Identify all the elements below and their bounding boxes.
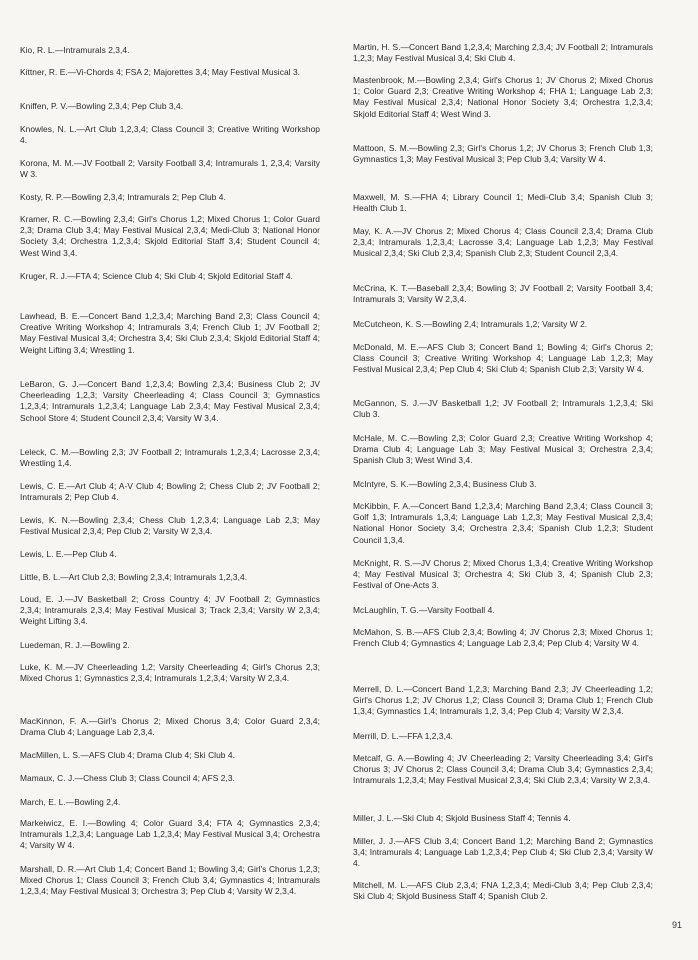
- activities-text: JV Cheerleading 1,2; Varsity Cheerleading 4; Girl's Chorus 2,3; Mixed Chorus 1; Gymnastics 2,3,4; Intramurals 1,2,3,4; Varsity W 2,3,4.: [20, 662, 320, 684]
- student-name: Lewis, L. E.: [20, 549, 64, 559]
- student-name: McDonald, M. E.: [353, 342, 419, 352]
- entry-dash: —: [74, 773, 84, 783]
- student-entry: [353, 75, 653, 120]
- activities-text: Bowling 2.: [90, 640, 130, 650]
- entry-dash: —: [64, 594, 74, 604]
- student-name: Miller, J. J.: [353, 836, 396, 846]
- student-name: McMahon, S. B.: [353, 627, 415, 637]
- student-name: Little, B. L.: [20, 572, 61, 582]
- student-entry: [20, 124, 320, 146]
- entry-dash: —: [82, 640, 91, 650]
- student-name: Kruger, R. J.: [20, 271, 68, 281]
- entry-dash: —: [410, 501, 419, 511]
- activities-text: Chess Club 3; Class Council 4; AFS 2,3.: [83, 773, 235, 783]
- activities-text: Bowling 2,3; JV Football 2; Intramurals 1,2,3,4; Lacrosse 2,3,4; Wrestling 1,4.: [20, 447, 320, 469]
- entry-dash: —: [418, 342, 427, 352]
- student-entry: [20, 481, 320, 503]
- student-entry: [353, 433, 653, 467]
- student-entry: [353, 319, 653, 330]
- entry-dash: —: [70, 515, 79, 525]
- entry-dash: —: [63, 549, 73, 559]
- entry-dash: —: [54, 45, 64, 55]
- student-entry: [353, 558, 653, 592]
- student-entry: [20, 864, 320, 898]
- student-entry: [20, 192, 320, 203]
- student-name: Mattoon, S. M.: [353, 143, 410, 153]
- student-name: Marshall, D. R.: [20, 864, 77, 874]
- activities-text: AFS Club 3,4; Concert Band 1,2; Marching Band 2; Gymnastics 3,4; Intramurals 4; Language Lab 1,2,3,4; Pep Club 4; Ski Club 2,3,4; Varsity W 4.: [353, 836, 654, 869]
- student-name: LeBaron, G. J.: [20, 379, 79, 389]
- entry-dash: —: [73, 158, 83, 168]
- entry-dash: —: [72, 214, 81, 224]
- student-entry: [353, 226, 653, 260]
- entry-dash: —: [418, 605, 428, 615]
- student-entry: [20, 214, 320, 259]
- student-entry: [353, 501, 653, 546]
- student-name: McKibbin, F. A.: [353, 501, 411, 511]
- activities-text: JV Chorus 2; Mixed Chorus 1,3,4; Creative Writing Workshop 4; May Festival Musical 3; Orchestra 4; Ski Club 3, 4; Spanish Club 2,3; Festival of One-Acts 3.: [353, 558, 653, 591]
- activities-text: AFS Club 2,3,4; FNA 1,2,3,4; Medi-Club 3,4; Pep Club 2,3,4; Ski Club 4; Skjold Business Staff 4; Spanish Club 2.: [353, 880, 653, 902]
- activities-text: AFS Club 4; Drama Club 4; Ski Club 4.: [88, 750, 235, 760]
- student-name: Loud, E. J.: [20, 594, 65, 604]
- activities-text: Intramurals 2,3,4.: [63, 45, 130, 55]
- student-name: McLaughlin, T. G.: [353, 605, 419, 615]
- student-entry: [20, 271, 320, 282]
- entry-dash: —: [419, 398, 428, 408]
- activities-text: Concert Band 1,2,3; Marching Band 2,3; JV Cheerleading 1,2; Girl's Chorus 1,2; JV Chorus 1,2; Class Council 3; Drama Club 1; French Club 1,3,4; Gymnastics 1,4; Intramurals 1,2, 3,4; Pep Club 4; Varsity W 2,3,4.: [353, 684, 653, 717]
- activities-text: Art Club 4; A-V Club 4; Bowling 2; Chess Club 2; JV Football 2; Intramurals 2; Pep Club 4.: [20, 481, 320, 503]
- entry-dash: —: [87, 818, 96, 828]
- student-entry: [353, 813, 653, 824]
- student-entry: [20, 45, 320, 56]
- student-entry: [353, 283, 653, 305]
- student-entry: [20, 311, 320, 356]
- activities-text: Concert Band 1,2,3,4; Marching 2,3,4; JV Football 2; Intramurals 1,2,3; May Festival Musical 3,4; Ski Club 4.: [353, 42, 654, 64]
- student-entry: [20, 797, 320, 808]
- activities-text: Concert Band 1,2,3,4; Marching Band 2,3,4; Class Council 3; Golf 1,3; Intramurals 1,3,4; Language Lab 1,2,3; May Festival Musical 2,3,4; National Honor Society 3,4; Orchestra 2,3,4; Spanish Club 1,2,3; Student Council 1,3,4.: [353, 501, 654, 545]
- student-entry: [20, 750, 320, 761]
- student-entry: [20, 594, 320, 628]
- entry-dash: —: [393, 813, 403, 823]
- student-name: Mastenbrook, M.: [353, 75, 417, 85]
- entry-dash: —: [398, 731, 408, 741]
- activities-text: JV Basketball 1,2; JV Football 2; Intramurals 1,2,3,4; Ski Club 3.: [353, 398, 653, 420]
- student-entry: [20, 716, 320, 738]
- student-entry: [353, 143, 653, 165]
- entry-dash: —: [393, 226, 402, 236]
- student-name: March, E. L.: [20, 797, 66, 807]
- student-entry: [20, 67, 320, 78]
- activities-text: FTA 4; Science Club 4; Ski Club 4; Skjold Editorial Staff 4.: [75, 271, 293, 281]
- student-entry: [353, 342, 653, 376]
- student-name: May, K. A.: [353, 226, 394, 236]
- student-name: MacKinnon, F. A.: [20, 716, 89, 726]
- activities-text: Concert Band 1,2,3,4; Marching Band 2,3; Class Council 4; Creative Writing Workshop 4; Intramurals 3,4; French Club 1; JV Football 2; May Festival Musical 3,4; Orchestra 3,4; Ski Club 2,3,4; Skjold Editorial Staff 4; Weight Lifting 3,4; Wrestling 1.: [20, 311, 320, 355]
- student-name: Maxwell, M. S.: [353, 192, 413, 202]
- activities-text: Bowling 2,3,4; Girl's Chorus 1; JV Chorus 2; Mixed Chorus 1; Color Guard 2,3; Creative Writing Workshop 4; FHA 1; Language Lab 2,3; May Festival Musical 2,3,4; National Honor Society 3,4; Orchestra 1,2,3,4; Skjold Editorial Staff 4; West Wind 3.: [353, 75, 653, 119]
- activities-text: Art Club 1,2,3,4; Class Council 3; Creative Writing Workshop 4.: [20, 124, 320, 146]
- entry-dash: —: [60, 572, 69, 582]
- student-entry: [20, 447, 320, 469]
- entry-dash: —: [409, 433, 418, 443]
- student-name: McGannon, S. J.: [353, 398, 420, 408]
- entry-dash: —: [80, 750, 89, 760]
- student-entry: [20, 818, 320, 852]
- entry-dash: —: [67, 67, 77, 77]
- activities-text: Bowling 2,3,4; Chess Club 1,2,3,4; Language Lab 2,3; May Festival Musical 2,3,4; Pep Club 2; Varsity W 2,3,4.: [20, 515, 321, 537]
- student-name: Miller, J. L.: [353, 813, 394, 823]
- student-name: Kniffen, P. V.: [20, 101, 68, 111]
- student-entry: [20, 101, 320, 112]
- activities-text: Baseball 2,3,4; Bowling 3; JV Football 2; Varsity Football 3,4; Intramurals 3; Varsity W 2,3,4.: [353, 283, 653, 305]
- activities-text: Bowling 2,4; Intramurals 1,2; Varsity W 2.: [432, 319, 588, 329]
- student-name: McCutcheon, K. S.: [353, 319, 424, 329]
- student-name: MacMillen, L. S.: [20, 750, 81, 760]
- student-entry: [353, 753, 653, 787]
- activities-text: Vi-Chords 4; FSA 2; Majorettes 3,4; May Festival Musical 3.: [76, 67, 301, 77]
- entry-dash: —: [400, 42, 410, 52]
- activities-text: FFA 1,2,3,4.: [407, 731, 454, 741]
- student-name: Metcalf, G. A.: [353, 753, 406, 763]
- activities-text: JV Basketball 2; Cross Country 4; JV Football 2; Gymnastics 2,3,4; Intramurals 2,3,4; May Festival Musical 3; Track 2,3,4; Varsity W 2,3,4; Weight Lifting 3,4.: [20, 594, 320, 627]
- activities-text: Bowling 2,3,4; Pep Club 3,4.: [76, 101, 184, 111]
- student-entry: [20, 662, 320, 684]
- student-entry: [20, 379, 320, 424]
- entry-dash: —: [414, 627, 423, 637]
- student-name: Kittner, R. E.: [20, 67, 68, 77]
- entry-dash: —: [76, 864, 85, 874]
- student-entry: [353, 880, 653, 902]
- activities-text: Pep Club 4.: [72, 549, 117, 559]
- student-entry: [20, 572, 320, 583]
- student-name: Mitchell, M. L.: [353, 880, 408, 890]
- entry-dash: —: [403, 684, 413, 694]
- student-entry: [353, 605, 653, 616]
- student-name: Markeiwicz, E. I.: [20, 818, 88, 828]
- activities-text: Bowling 2,3,4; Intramurals 2; Pep Club 4.: [71, 192, 226, 202]
- student-name: Lawhead, B. E.: [20, 311, 80, 321]
- student-entry: [353, 192, 653, 214]
- activities-text: Bowling 2,4.: [74, 797, 121, 807]
- student-name: Mamaux, C. J.: [20, 773, 75, 783]
- activities-text: AFS Club 2,3,4; Bowling 4; JV Chorus 2,3; Mixed Chorus 1; French Club 4; Gymnastics 4; Language Lab 2,3,4; Pep Club 4; Varsity W 4.: [353, 627, 653, 649]
- entry-dash: —: [407, 283, 417, 293]
- activities-text: Art Club 2,3; Bowling 2,3,4; Intramurals 1,2,3,4.: [68, 572, 248, 582]
- entry-dash: —: [76, 124, 85, 134]
- entry-dash: —: [65, 662, 74, 672]
- entry-dash: —: [408, 479, 418, 489]
- student-name: Lewis, K. N.: [20, 515, 71, 525]
- page-number: 91: [671, 920, 682, 930]
- student-entry: [20, 773, 320, 784]
- student-entry: [353, 836, 653, 870]
- activities-text: Bowling 2,3,4; Business Club 3.: [417, 479, 537, 489]
- entry-dash: —: [63, 192, 72, 202]
- student-name: Luke, K. M.: [20, 662, 66, 672]
- activities-text: Bowling 2,3; Girl's Chorus 1,2; JV Chorus 3; French Club 1,3; Gymnastics 1,3; May Festival Musical 3; Pep Club 3,4; Varsity W 4.: [353, 143, 653, 165]
- student-entry: [353, 731, 653, 742]
- entry-dash: —: [416, 75, 426, 85]
- activities-text: Ski Club 4; Skjold Business Staff 4; Tennis 4.: [402, 813, 571, 823]
- activities-text: Girl's Chorus 2; Mixed Chorus 3,4; Color Guard 2,3,4; Drama Club 4; Language Lab 2,3,4.: [20, 716, 320, 738]
- activities-text: JV Football 2; Varsity Football 3,4; Intramurals 1, 2,3,4; Varsity W 3.: [20, 158, 320, 180]
- student-name: Korona, M. M.: [20, 158, 74, 168]
- entry-dash: —: [407, 880, 416, 890]
- student-entry: [20, 640, 320, 651]
- entry-dash: —: [67, 101, 77, 111]
- entry-dash: —: [423, 319, 433, 329]
- entry-dash: —: [78, 379, 88, 389]
- entry-dash: —: [66, 481, 75, 491]
- activities-text: Bowling 2,3; Color Guard 2,3; Creative Writing Workshop 4; Drama Club 4; Language Lab 3; May Festival Musical 3; Orchestra 2,3,4; Spanish Club 3; West Wind 3,4.: [353, 433, 653, 466]
- entry-dash: —: [405, 753, 415, 763]
- entry-dash: —: [412, 192, 421, 202]
- student-name: McHale, M. C.: [353, 433, 410, 443]
- activities-text: Bowling 4; Color Guard 3,4; FTA 4; Gymnastics 2,3,4; Intramurals 1,2,3,4; Language Lab 1,2,3,4; May Festival Musical 3,4; Orchestra 4; Varsity W 4.: [20, 818, 321, 851]
- student-name: McKnight, R. S.: [353, 558, 413, 568]
- entry-dash: —: [65, 797, 75, 807]
- student-entry: [353, 479, 653, 490]
- entry-dash: —: [412, 558, 421, 568]
- activities-text: Varsity Football 4.: [427, 605, 495, 615]
- student-name: McIntyre, S. K.: [353, 479, 409, 489]
- entry-dash: —: [88, 716, 98, 726]
- activities-text: Bowling 4; JV Cheerleading 2; Varsity Cheerleading 3,4; Girl's Chorus 3; JV Chorus 2; Class Council 3,4; Drama Club 3,4; Gymnastics 2,3,4; Intramurals 1,2,3,4; May Festival Musical 2,3,4; Ski Club 2,3,4; Varsity W 2,3,4.: [353, 753, 653, 786]
- activities-text: JV Chorus 2; Mixed Chorus 4; Class Council 2,3,4; Drama Club 2,3,4; Intramurals 1,2,3,4; Lacrosse 3,4; Language Lab 1,2,3; May Festival Musical 2,3,4; Ski Club 2,3,4; Spanish Club 2,3; Student Council 2,3,4.: [353, 226, 653, 259]
- activities-text: FHA 4; Library Council 1; Medi-Club 3,4; Spanish Club 3; Health Club 1.: [353, 192, 653, 214]
- student-name: Luedeman, R. J.: [20, 640, 83, 650]
- student-name: Lewis, C. E.: [20, 481, 67, 491]
- student-entry: [353, 42, 653, 64]
- entry-dash: —: [79, 311, 89, 321]
- entry-dash: —: [395, 836, 404, 846]
- activities-text: Art Club 1,4; Concert Band 1; Bowling 3,4; Girl's Chorus 1,2,3; Mixed Chorus 1; Class Council 3; French Club 3,4; Gymnastics 4; Intramurals 1,2,3,4; May Festival Musical 3; Orchestra 3; Pep Club 4; Varsity W 2,3,4.: [20, 864, 320, 897]
- student-entry: [20, 549, 320, 560]
- student-name: Kramer, R. C.: [20, 214, 73, 224]
- entry-dash: —: [70, 447, 80, 457]
- entry-dash: —: [67, 271, 76, 281]
- student-name: Martin, H. S.: [353, 42, 401, 52]
- student-name: Kosty, R. P.: [20, 192, 64, 202]
- student-name: Merrill, D. L.: [353, 731, 399, 741]
- student-entry: [20, 158, 320, 180]
- activities-text: Concert Band 1,2,3,4; Bowling 2,3,4; Business Club 2; JV Cheerleading 1,2,3; Varsity Cheerleading 4; Class Council 3; Gymnastics 1,2,3,4; Intramurals 1,2,3,4; Language Lab 2,3,4; May Festival Musical 2,3,4; School Store 4; Student Council 2,3,4; Varsity W 3,4.: [20, 379, 320, 423]
- student-name: Knowles, N. L.: [20, 124, 77, 134]
- student-name: Leleck, C. M.: [20, 447, 71, 457]
- student-name: Merrell, D. L.: [353, 684, 404, 694]
- student-name: McCrina, K. T.: [353, 283, 408, 293]
- entry-dash: —: [409, 143, 418, 153]
- student-name: Kio, R. L.: [20, 45, 55, 55]
- student-entry: [353, 684, 653, 718]
- student-entry: [20, 515, 320, 537]
- student-entry: [353, 398, 653, 420]
- student-entry: [353, 627, 653, 649]
- activities-text: AFS Club 3; Concert Band 1; Bowling 4; Girl's Chorus 2; Class Council 3; Creative Writing Workshop 4; Language Lab 1,2,3; May Festival Musical 2,3,4; Pep Club 4; Ski Club 4; Spanish Club 2,3; Varsity W 4.: [353, 342, 653, 375]
- activities-text: Bowling 2,3,4; Girl's Chorus 1,2; Mixed Chorus 1; Color Guard 2,3; Drama Club 3,4; May Festival Musical 2,3,4; Medi-Club 3; National Honor Society 3,4; Orchestra 1,2,3,4; Skjold Editorial Staff 3,4; Student Council 4; West Wind 3,4.: [20, 214, 320, 258]
